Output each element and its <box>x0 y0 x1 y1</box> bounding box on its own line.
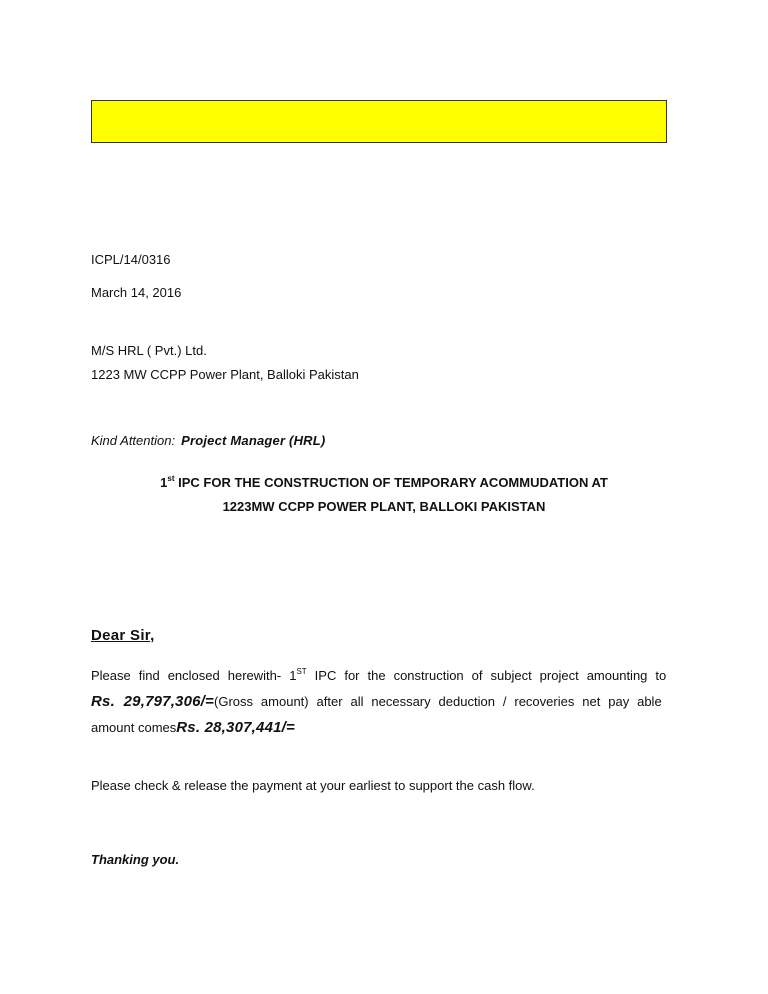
subject-line-1 <box>91 475 677 491</box>
body-text-c: (Gross amount) after all necessary deduction / recoveries net pay able <box>214 694 662 709</box>
body-paragraph-1-line-1 <box>91 663 666 689</box>
subject-ordinal: 1 <box>160 475 168 490</box>
body-text-d: amount comes <box>91 720 177 735</box>
body-paragraph-2: Please check & release the payment at your earliest to support the cash flow. <box>91 778 535 793</box>
body-ordinal-suffix: ST <box>296 667 307 676</box>
attention-label: Kind Attention: <box>91 433 176 448</box>
body-paragraph-1 <box>91 663 666 741</box>
body-text-a: Please find enclosed herewith- 1 <box>91 668 297 683</box>
closing-line: Thanking you. <box>91 852 180 867</box>
subject-line-2: 1223MW CCPP POWER PLANT, BALLOKI PAKISTAN <box>222 499 546 514</box>
body-paragraph-1-line-3 <box>91 715 666 741</box>
reference-number: ICPL/14/0316 <box>91 252 171 267</box>
attention-line <box>91 433 325 449</box>
body-paragraph-1-line-2 <box>91 689 666 715</box>
net-amount: Rs. 28,307,441/= <box>176 719 295 736</box>
gross-amount: Rs. 29,797,306/= <box>91 693 215 710</box>
salutation: Dear Sir, <box>91 627 155 644</box>
body-line-1-text <box>91 668 666 684</box>
subject-ordinal-suffix: st <box>167 474 175 483</box>
subject-line-1-text: IPC FOR THE CONSTRUCTION OF TEMPORARY ACOMMUDATION AT <box>174 475 608 490</box>
recipient-address: 1223 MW CCPP Power Plant, Balloki Pakistan <box>91 367 359 382</box>
recipient-name: M/S HRL ( Pvt.) Ltd. <box>91 343 207 358</box>
body-text-b: IPC for the construction of subject project amounting to <box>306 668 667 683</box>
header-highlight-box <box>91 100 667 143</box>
attention-recipient: Project Manager (HRL) <box>181 433 326 448</box>
letter-date: March 14, 2016 <box>91 285 182 300</box>
